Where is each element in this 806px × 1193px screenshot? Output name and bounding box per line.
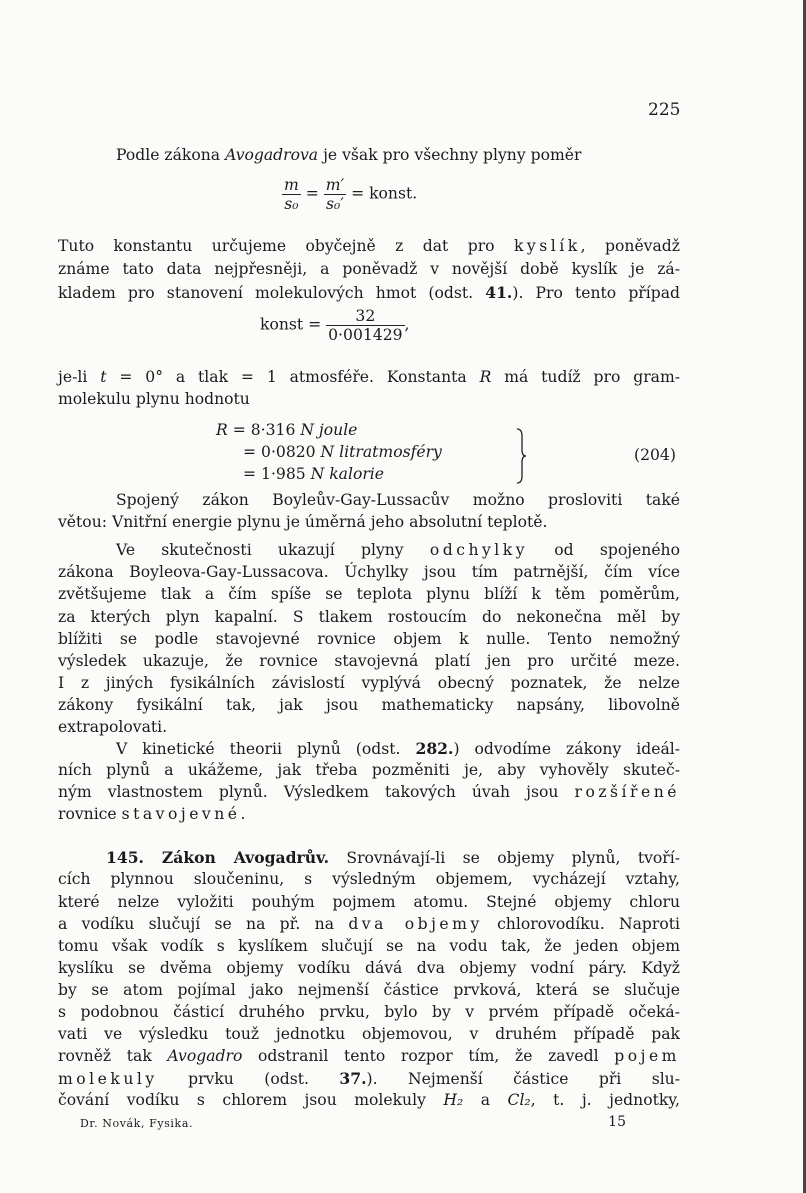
text-line: blížiti se podle stavojevné rovnice objem k nulle. Tento nemožný xyxy=(58,630,680,648)
text-line xyxy=(58,285,680,302)
text-span: kladem pro stanovení molekulových hmot (odst. xyxy=(58,284,486,302)
spaced-word: stavojevné xyxy=(121,805,241,823)
text-line xyxy=(116,148,680,164)
text-span: ným vlastnostem plynů. Výsledkem takových úvah jsou xyxy=(58,783,575,801)
text-line: zvětšujeme tlak a čím spíše se teplota plynu blíží k těm poměrům, xyxy=(58,585,680,603)
text-line xyxy=(58,1049,680,1065)
fraction xyxy=(326,307,404,344)
text-span: = 0° a tlak = 1 atmosféře. Konstanta xyxy=(106,368,480,386)
text-line: zákony fysikální tak, jak jsou mathematicky napsány, libovolně xyxy=(58,696,680,714)
page-number: 225 xyxy=(648,100,681,120)
equation-value: = 8·316 xyxy=(227,421,301,439)
formula-tail: = konst. xyxy=(346,184,418,203)
section-heading: 145. Zákon Avogadrův. xyxy=(106,848,330,867)
text-span: rovnice xyxy=(58,805,122,823)
text-span: Srovnávají-li se objemy plynů, tvoří- xyxy=(329,849,680,867)
equation-204-row-3 xyxy=(243,465,384,483)
text-span: ) odvodíme zákony ideál- xyxy=(453,740,680,758)
fraction-denominator: 0·001429 xyxy=(328,326,403,344)
italic-name: Avogadrova xyxy=(225,146,319,164)
text-span: odstranil tento rozpor tím, že zavedl xyxy=(242,1047,615,1065)
formula-ratio xyxy=(282,176,417,213)
text-span: je však pro všechny plyny poměr xyxy=(318,146,582,164)
text-span: Podle zákona xyxy=(116,146,226,164)
text-line: s podobnou částicí druhého prvku, bylo by v prvém případě očeká- xyxy=(58,1003,680,1021)
fraction-numerator: m′ xyxy=(325,176,345,194)
equation-value: = 0·0820 xyxy=(243,443,321,461)
text-line: Spojený zákon Boyleův-Gay-Lussacův možno prosloviti také xyxy=(116,491,680,509)
text-span: a xyxy=(463,1091,508,1109)
italic-symbol: R xyxy=(216,421,228,439)
formula-tail: , xyxy=(404,315,410,334)
text-span: , poněvadž xyxy=(580,237,680,255)
text-line: molekulu plynu hodnotu xyxy=(58,390,250,408)
text-line: kyslíku se dvěma objemy vodíku dává dva objemy vodní páry. Když xyxy=(58,959,680,977)
text-line xyxy=(58,917,680,933)
text-line xyxy=(58,1093,680,1109)
text-line: by se atom pojímal jako nejmenší částice prvková, která se slučuje xyxy=(58,981,680,999)
text-span: , t. j. jednotky, xyxy=(530,1091,680,1109)
spaced-word: kyslík xyxy=(513,237,581,255)
spaced-word: molekuly xyxy=(58,1070,158,1088)
text-line xyxy=(116,543,680,559)
section-reference: 37. xyxy=(339,1069,367,1088)
text-span: Tuto konstantu určujeme obyčejně z dat pro xyxy=(58,237,514,255)
text-line: za kterých plyn kapalní. S tlakem rostoucím do nekonečna měl by xyxy=(58,608,680,626)
spaced-word: dva objemy xyxy=(348,915,483,933)
equation-204-row-2 xyxy=(243,443,442,461)
text-line: známe tato data nejpřesněji, a poněvadž v novější době kyslík je zá- xyxy=(58,260,680,278)
equals-sign: = xyxy=(300,184,324,203)
text-span: od spojeného xyxy=(528,541,680,559)
equation-204-row-1 xyxy=(216,421,357,439)
fraction xyxy=(282,176,301,213)
text-line xyxy=(116,741,680,758)
equation-unit: N litratmosféry xyxy=(320,443,442,461)
text-span: rovněž tak xyxy=(58,1047,168,1065)
text-line: tomu však vodík s kyslíkem slučují se na vodu tak, že jeden objem xyxy=(58,937,680,955)
equation-value: = 1·985 xyxy=(243,465,311,483)
fraction-denominator: s₀ xyxy=(284,195,299,213)
section-reference: 41. xyxy=(485,283,513,302)
formula-lhs: konst = xyxy=(260,315,327,334)
footer-author: Dr. Novák, Fysika. xyxy=(80,1117,194,1130)
text-line: vati ve výsledku touž jednotku objemovou, v druhém případě pak xyxy=(58,1025,680,1043)
text-span: je-li xyxy=(58,368,101,386)
text-line xyxy=(58,370,680,386)
fraction-denominator: s₀′ xyxy=(326,195,344,213)
text-span: ). Pro tento případ xyxy=(512,284,680,302)
equation-unit: N kalorie xyxy=(310,465,385,483)
text-line: které nelze vyložiti pouhým pojmem atomu. Stejné objemy chloru xyxy=(58,893,680,911)
text-span: . xyxy=(240,805,246,823)
text-line xyxy=(106,850,680,867)
italic-symbol: R xyxy=(479,368,492,386)
signature-mark: 15 xyxy=(608,1114,626,1130)
text-line: větou: Vnitřní energie plynu je úměrná jeho absolutní teplotě. xyxy=(58,513,548,531)
fraction xyxy=(324,176,346,213)
spaced-word: pojem xyxy=(614,1047,680,1065)
chemical-formula: H₂ xyxy=(443,1091,464,1109)
right-brace-icon xyxy=(516,428,526,484)
italic-symbol: t xyxy=(100,368,107,386)
text-line xyxy=(58,785,680,801)
equation-number: (204) xyxy=(634,446,676,464)
text-line: I z jiných fysikálních závislostí vyplývá obecný poznatek, že nelze xyxy=(58,674,680,692)
text-line xyxy=(58,239,680,255)
text-line xyxy=(58,1071,680,1088)
text-span: má tudíž pro gram- xyxy=(491,368,680,386)
text-span: chlorovodíku. Naproti xyxy=(482,915,681,933)
spaced-word: odchylky xyxy=(429,541,529,559)
text-line: ních plynů a ukážeme, jak třeba pozměniti je, aby vyhověly skuteč- xyxy=(58,761,680,779)
text-span: V kinetické theorii plynů (odst. xyxy=(116,740,416,758)
spaced-word: rozšířené xyxy=(574,783,680,801)
text-span: prvku (odst. xyxy=(157,1070,340,1088)
equation-unit: N joule xyxy=(300,421,358,439)
chemical-formula: Cl₂ xyxy=(507,1091,531,1109)
text-line: extrapolovati. xyxy=(58,718,168,736)
text-span: a vodíku slučují se na př. na xyxy=(58,915,349,933)
text-line: cích plynnou sloučeninu, s výsledným objemem, vycházejí vztahy, xyxy=(58,870,680,888)
section-reference: 282. xyxy=(415,739,454,758)
text-span: Ve skutečnosti ukazují plyny xyxy=(116,541,430,559)
text-line: zákona Boyleova-Gay-Lussacova. Úchylky jsou tím patrnější, čím více xyxy=(58,563,680,581)
text-line: výsledek ukazuje, že rovnice stavojevná platí jen pro určité meze. xyxy=(58,652,680,670)
fraction-numerator: m xyxy=(284,176,299,194)
italic-name: Avogadro xyxy=(167,1047,243,1065)
text-span: čování vodíku s chlorem jsou molekuly xyxy=(58,1091,444,1109)
formula-konst xyxy=(260,307,410,344)
text-line xyxy=(58,807,680,823)
text-span: ). Nejmenší částice při slu- xyxy=(366,1070,680,1088)
fraction-numerator: 32 xyxy=(326,307,404,326)
